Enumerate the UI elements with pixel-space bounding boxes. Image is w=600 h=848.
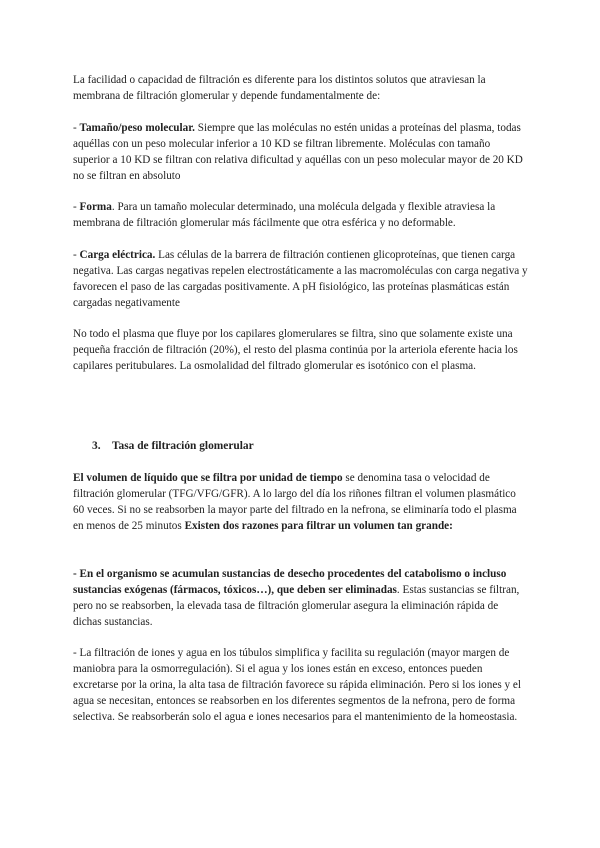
plasma-paragraph [73,326,529,374]
reason-waste-text: . Estas sustancias se filtran, pero no se reabsorben, la elevada tasa de filtración glomerular asegura la eliminación rápida de dichas sustancias. [73,584,520,628]
size-item-lead: - [73,122,80,134]
reason-waste-paragraph [73,566,529,630]
reason-ions-text: - La filtración de iones y agua en los túbulos simplifica y facilita su regulación (mayor margen de maniobra para la osmorregulación). Si el agua y los iones están en exceso, entonces pueden excretarse por la orina, la alta tasa de filtración favorece su rápida eliminación. Pero si los iones y el agua se necesitan, entonces se reabsorben en los diferentes segmentos de la nefrona, pero de forma selectiva. Se reabsorberán solo el agua e iones necesarios para el mantenimiento de la homeostasia. [73,647,521,723]
charge-item-paragraph [73,247,529,311]
plasma-text: No todo el plasma que fluye por los capilares glomerulares se filtra, sino que solamente existe una pequeña fracción de filtración (20%), el resto del plasma continúa por la arteriola eferente hacia los capilares peritubulares. La osmolalidad del filtrado glomerular es isotónico con el plasma. [73,328,518,372]
section-title: Tasa de filtración glomerular [112,440,254,452]
reason-ions-paragraph [73,645,529,725]
size-item-text: Siempre que las moléculas no estén unidas a proteínas del plasma, todas aquéllas con un peso molecular inferior a 10 KD se filtran libremente. Moléculas con tamaño superior a 10 KD se filtran con relativa dificultad y aquéllas con un peso molecular mayor de 20 KD no se filtran en absoluto [73,122,523,182]
intro-paragraph [73,72,529,104]
shape-item-term: Forma [79,201,112,213]
charge-item-lead: - [73,249,80,261]
charge-item-text: Las células de la barrera de filtración contienen glicoproteínas, que tienen carga negativa. Las cargas negativas repelen electrostáticamente a las macromoléculas con carga negativa y favorecen el paso de las cargadas positivamente. A pH fisiológico, las proteínas plasmáticas están cargadas negativamente [73,249,528,309]
shape-item-paragraph [73,199,529,231]
size-item-paragraph [73,120,529,184]
charge-item-term: Carga eléctrica. [79,249,156,261]
gfr-text: se denomina tasa o velocidad de filtración glomerular (TFG/VFG/GFR). A lo largo del día los riñones filtran el volumen plasmático 60 veces. Si no se reabsorben la mayor parte del filtrado en la nefrona, se eliminaría todo el plasma en menos de 25 minutos [73,472,517,532]
section-number: 3. [92,440,101,452]
size-item-term: Tamaño/peso molecular. [79,122,195,134]
gfr-bold-end: Existen dos razones para filtrar un volumen tan grande: [184,520,453,532]
section-heading [92,438,254,454]
gfr-bold-start: El volumen de líquido que se filtra por unidad de tiempo [73,472,343,484]
gfr-paragraph [73,470,529,534]
shape-item-lead: - [73,201,80,213]
shape-item-text: . Para un tamaño molecular determinado, una molécula delgada y flexible atraviesa la membrana de filtración glomerular más fácilmente que otra esférica y no deformable. [73,201,496,229]
reason-waste-bold: - En el organismo se acumulan sustancias de desecho procedentes del catabolismo o incluso sustancias exógenas (fármacos, tóxicos…), que deben ser eliminadas [73,568,507,596]
intro-text: La facilidad o capacidad de filtración es diferente para los distintos solutos que atraviesan la membrana de filtración glomerular y depende fundamentalmente de: [73,74,486,102]
